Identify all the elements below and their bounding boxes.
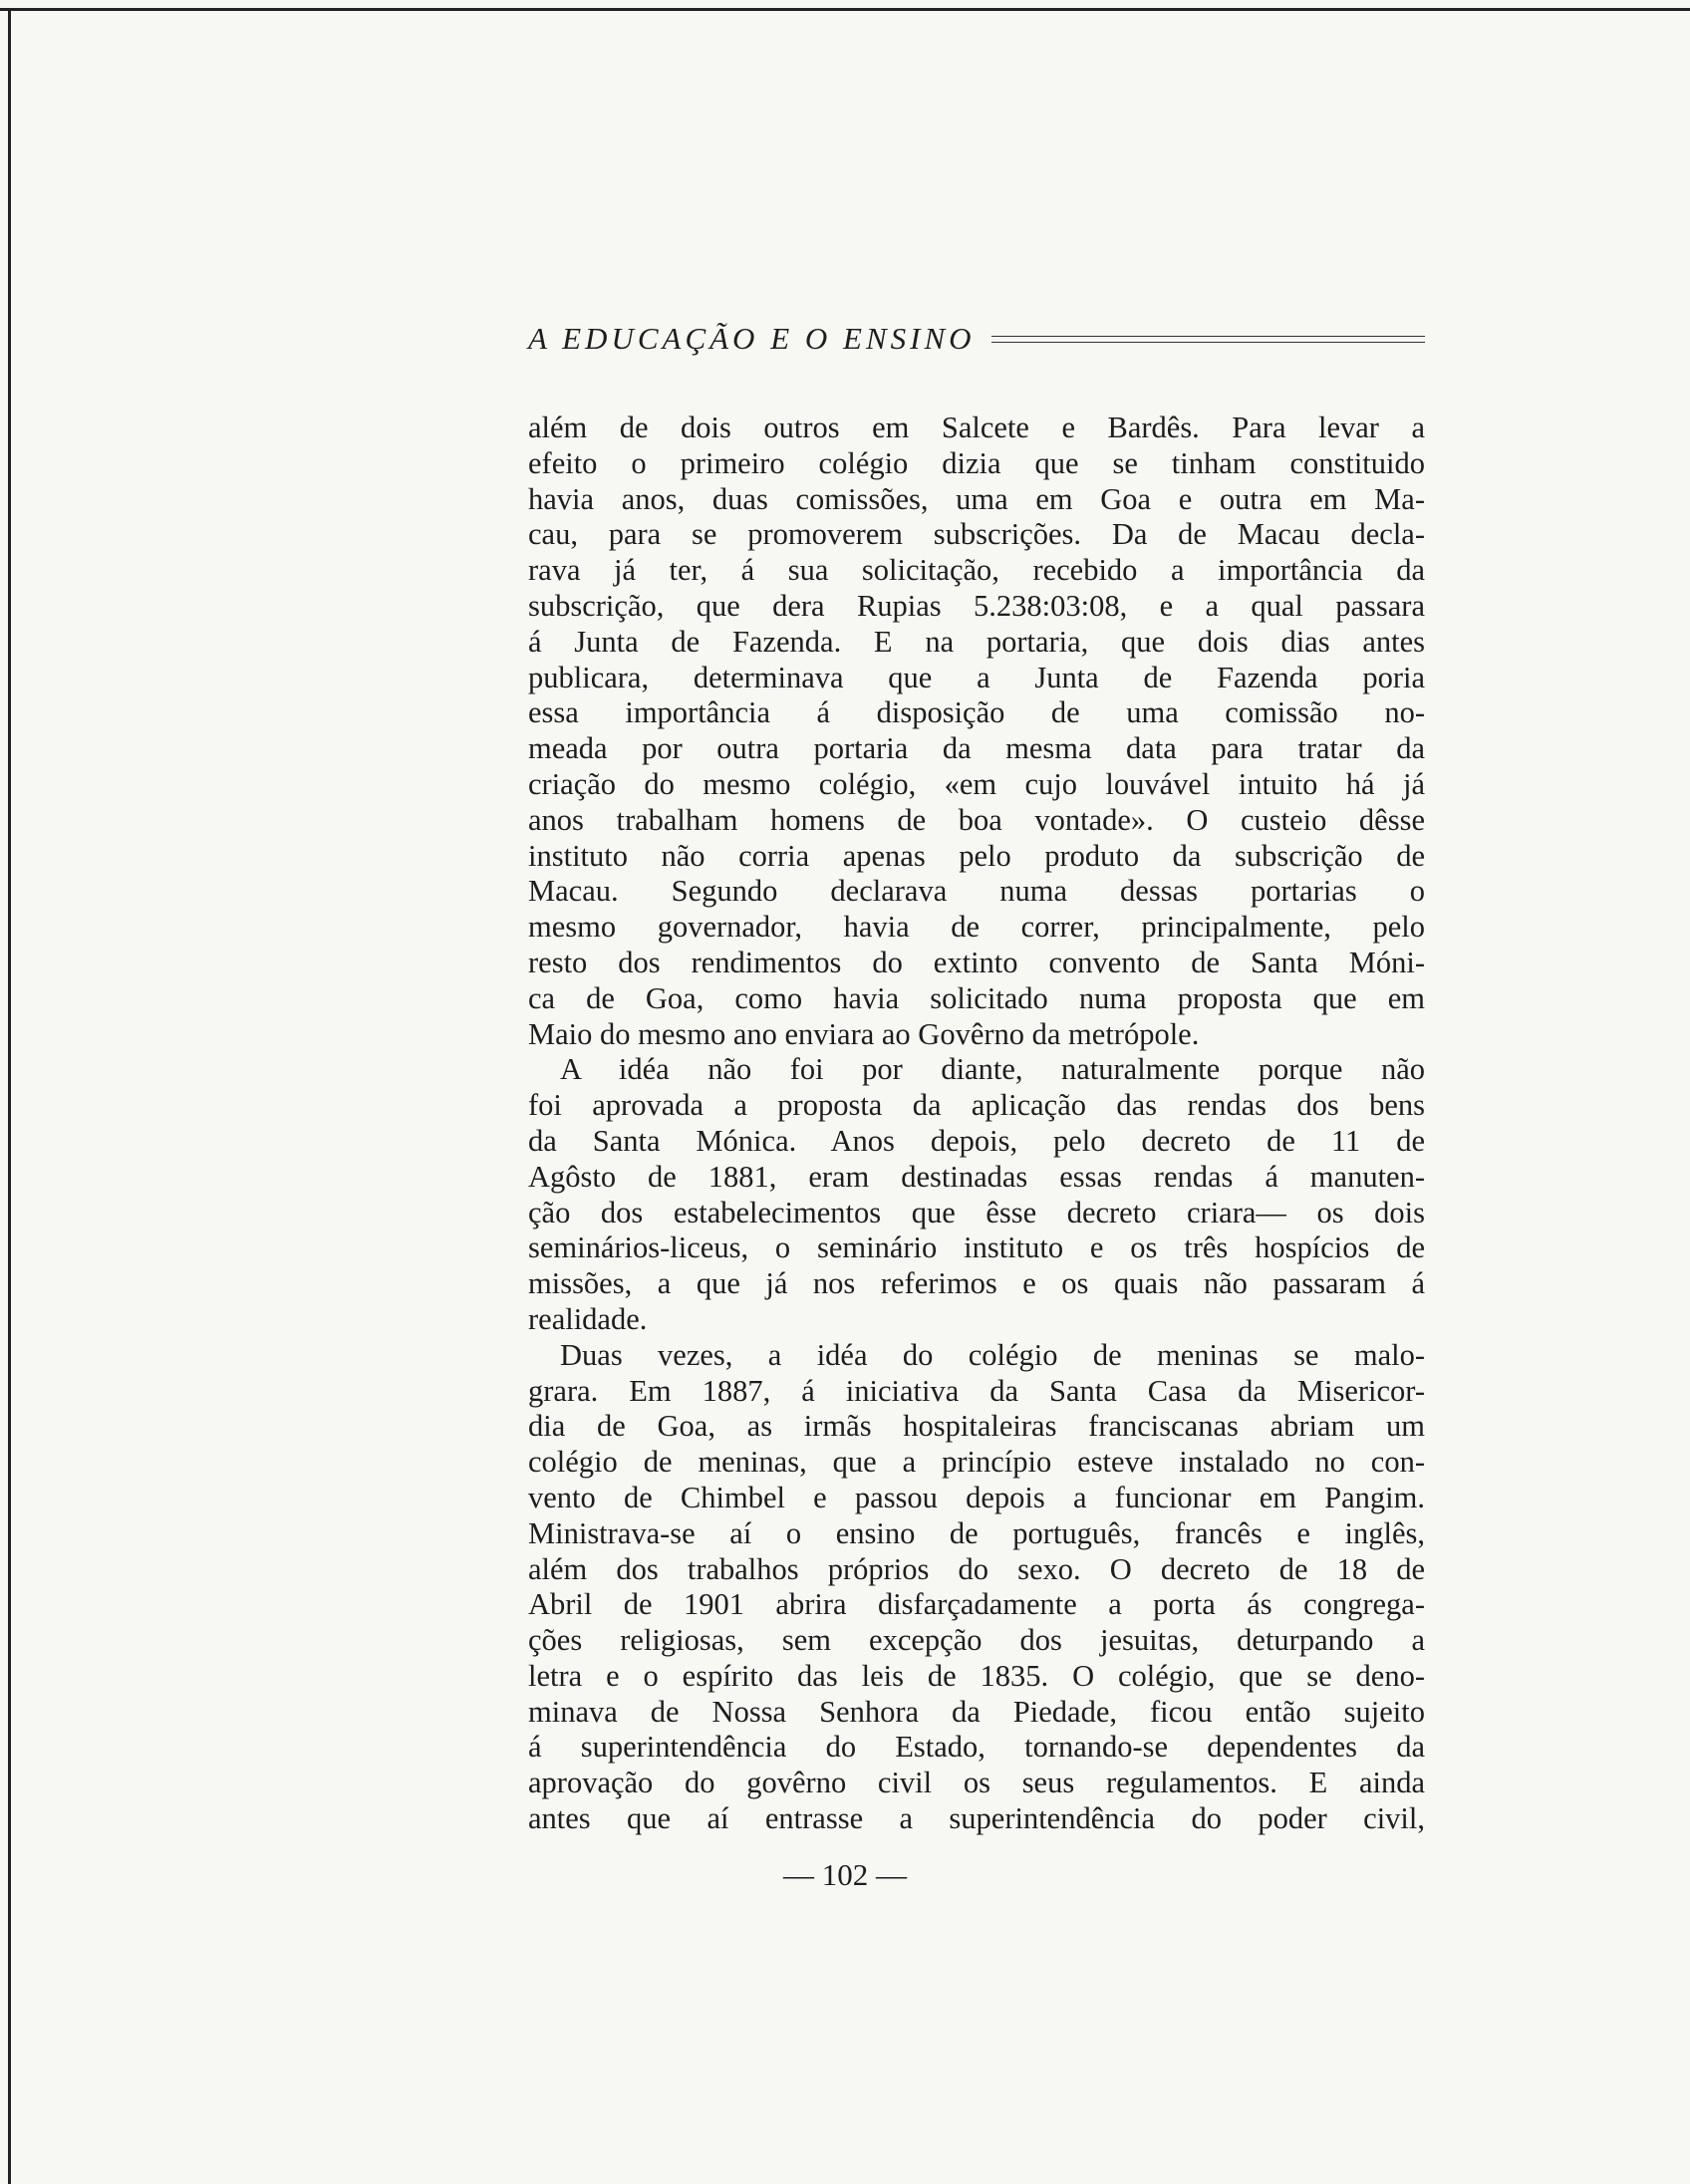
- text-line: seminários-liceus, o seminário instituto e os três hospícios de: [528, 1230, 1425, 1265]
- text-line: á superintendência do Estado, tornando-se dependentes da: [528, 1730, 1425, 1765]
- page-number: — 102 —: [783, 1857, 907, 1892]
- text-line: letra e o espírito das leis de 1835. O colégio, que se deno-: [528, 1658, 1425, 1693]
- text-line: Macau. Segundo declarava numa dessas portarias o: [528, 874, 1425, 909]
- text-line: essa importância á disposição de uma comissão no-: [528, 695, 1425, 730]
- text-line: ções religiosas, sem excepção dos jesuitas, deturpando a: [528, 1623, 1425, 1658]
- text-line: grara. Em 1887, á iniciativa da Santa Casa da Misericor-: [528, 1373, 1425, 1408]
- text-line: meada por outra portaria da mesma data para tratar da: [528, 731, 1425, 766]
- text-line: rava já ter, á sua solicitação, recebido a importância da: [528, 553, 1425, 588]
- text-line: além de dois outros em Salcete e Bardês. Para levar a: [528, 410, 1425, 444]
- text-line: Ministrava-se aí o ensino de português, francês e inglês,: [528, 1515, 1425, 1550]
- text-line: anos trabalham homens de boa vontade». O custeio dêsse: [528, 802, 1425, 837]
- text-line: cau, para se promoverem subscrições. Da de Macau decla-: [528, 517, 1425, 552]
- text-line: além dos trabalhos próprios do sexo. O decreto de 18 de: [528, 1551, 1425, 1586]
- text-line: missões, a que já nos referimos e os quais não passaram á: [528, 1266, 1425, 1301]
- text-line: publicara, determinava que a Junta de Fazenda poria: [528, 660, 1425, 694]
- text-line: criação do mesmo colégio, «em cujo louvável intuito há já: [528, 766, 1425, 801]
- text-line: A idéa não foi por diante, naturalmente porque não: [560, 1052, 1425, 1087]
- text-line: da Santa Mónica. Anos depois, pelo decreto de 11 de: [528, 1123, 1425, 1158]
- text-line: resto dos rendimentos do extinto convento de Santa Móni-: [528, 945, 1425, 979]
- text-line: subscrição, que dera Rupias 5.238:03:08, e a qual passara: [528, 588, 1425, 623]
- text-line: Maio do mesmo ano enviara ao Govêrno da metrópole.: [528, 1016, 1200, 1051]
- text-line: mesmo governador, havia de correr, principalmente, pelo: [528, 910, 1425, 945]
- text-line: minava de Nossa Senhora da Piedade, ficou então sujeito: [528, 1694, 1425, 1729]
- text-line: havia anos, duas comissões, uma em Goa e outra em Ma-: [528, 481, 1425, 516]
- running-title: A EDUCAÇÃO E O ENSINO: [528, 321, 976, 356]
- text-line: antes que aí entrasse a superintendência do poder civil,: [528, 1801, 1425, 1836]
- page-border-top: [0, 8, 1690, 11]
- text-line: aprovação do govêrno civil os seus regulamentos. E ainda: [528, 1766, 1425, 1800]
- text-line: ca de Goa, como havia solicitado numa proposta que em: [528, 980, 1425, 1015]
- text-line: colégio de meninas, que a princípio esteve instalado no con-: [528, 1445, 1425, 1480]
- header-rule: [991, 336, 1425, 343]
- text-line: efeito o primeiro colégio dizia que se tinham constituido: [528, 445, 1425, 480]
- text-line: vento de Chimbel e passou depois a funcionar em Pangim.: [528, 1480, 1425, 1514]
- text-line: ção dos estabelecimentos que êsse decreto criara— os dois: [528, 1195, 1425, 1229]
- text-line: á Junta de Fazenda. E na portaria, que dois dias antes: [528, 624, 1425, 659]
- paragraph-1: [528, 410, 1425, 1052]
- running-header: [528, 317, 1425, 361]
- paragraph-2: [528, 1052, 1425, 1337]
- text-line: dia de Goa, as irmãs hospitaleiras franciscanas abriam um: [528, 1409, 1425, 1444]
- text-line: Agôsto de 1881, eram destinadas essas rendas á manuten-: [528, 1159, 1425, 1194]
- text-line: instituto não corria apenas pelo produto da subscrição de: [528, 838, 1425, 873]
- body-text: [528, 410, 1425, 1837]
- text-line: Duas vezes, a idéa do colégio de meninas se malo-: [560, 1337, 1425, 1372]
- text-line: Abril de 1901 abrira disfarçadamente a porta ás congrega-: [528, 1587, 1425, 1622]
- text-line: foi aprovada a proposta da aplicação das rendas dos bens: [528, 1088, 1425, 1123]
- text-line: realidade.: [528, 1301, 648, 1336]
- paragraph-3: [528, 1338, 1425, 1837]
